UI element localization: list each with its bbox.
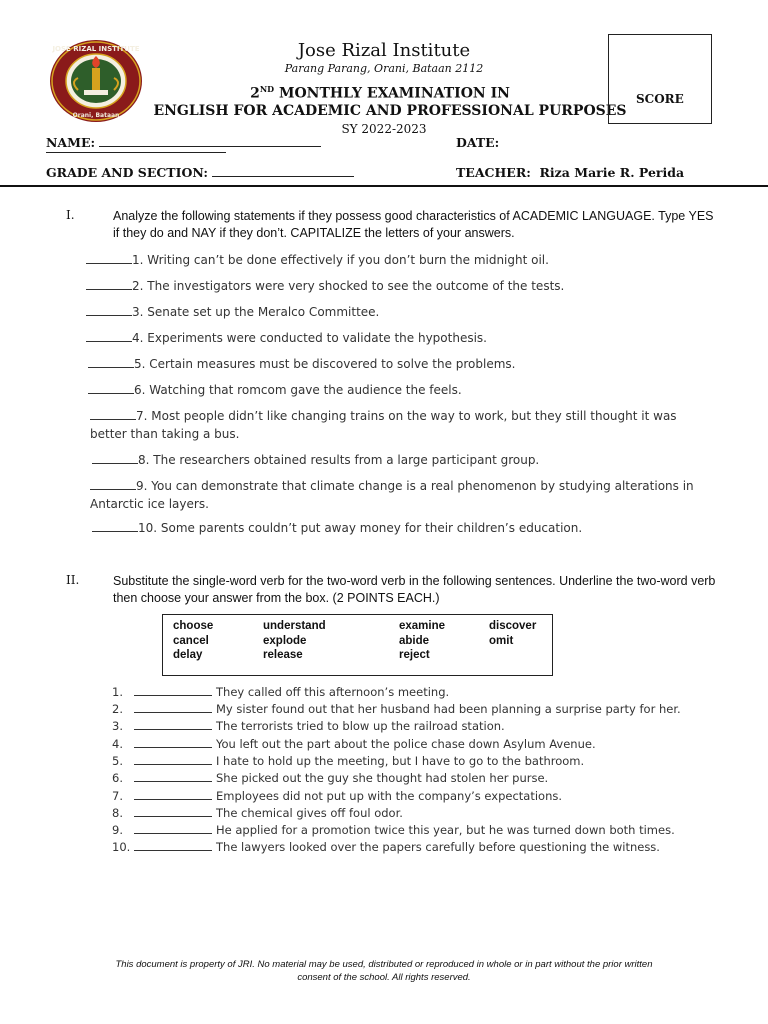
word-choice: cancel — [173, 635, 209, 647]
teacher-field — [456, 165, 684, 180]
part2-item-5 — [112, 754, 584, 768]
teacher-name: Riza Marie R. Perida — [539, 165, 685, 180]
part2-item-1 — [112, 685, 449, 699]
answer-blank[interactable] — [134, 738, 212, 748]
answer-blank[interactable] — [92, 521, 138, 532]
word-choice: release — [263, 649, 303, 661]
word-choice: discover — [489, 620, 537, 632]
copyright-footer — [40, 958, 728, 984]
part2-item-4 — [112, 737, 596, 751]
answer-blank[interactable] — [134, 686, 212, 696]
item-text: 3. Senate set up the Meralco Committee. — [132, 305, 380, 319]
item-text: I hate to hold up the meeting, but I have to go to the bathroom. — [216, 754, 585, 768]
answer-blank[interactable] — [134, 790, 212, 800]
school-address: Parang Parang, Orani, Bataan 2112 — [284, 62, 484, 75]
footer-line-2: consent of the school. All rights reserved. — [297, 972, 471, 983]
answer-blank[interactable] — [134, 720, 212, 730]
item-text: 9. You can demonstrate that climate change is a real phenomenon by studying alterations in Antarctic ice layers. — [90, 479, 694, 511]
footer-line-1: This document is property of JRI. No material may be used, distributed or reproduced in whole or in part without the prior written — [115, 959, 653, 970]
part2-item-7 — [112, 789, 562, 803]
teacher-label: TEACHER: — [456, 165, 531, 180]
part2-item-2 — [112, 702, 681, 716]
word-choice: understand — [263, 620, 326, 632]
item-number: 10. — [112, 840, 131, 854]
answer-blank[interactable] — [134, 755, 212, 765]
part2-item-3 — [112, 719, 505, 733]
item-number: 7. — [112, 789, 123, 803]
word-choice: choose — [173, 620, 214, 632]
part1-instruction: Analyze the following statements if they possess good characteristics of ACADEMIC LANGUAGE. Type YES if they do and NAY if they don’t. CAPITALIZE the letters of your answers. — [113, 209, 714, 240]
item-number: 3. — [112, 719, 123, 733]
item-text: 7. Most people didn’t like changing trains on the way to work, but they still thought it was better than taking a bus. — [90, 409, 677, 441]
part1-item-3 — [86, 303, 706, 321]
answer-blank[interactable] — [86, 279, 132, 290]
item-number: 1. — [112, 685, 123, 699]
item-number: 4. — [112, 737, 123, 751]
part1-numeral: I. — [66, 208, 75, 222]
header-divider — [0, 185, 768, 187]
item-text: 1. Writing can’t be done effectively if you don’t burn the midnight oil. — [132, 253, 549, 267]
score-label: SCORE — [636, 92, 684, 106]
item-text: They called off this afternoon’s meeting. — [216, 685, 450, 699]
part1-item-7 — [90, 407, 716, 443]
grade-section-blank[interactable] — [212, 165, 354, 177]
subject-title: ENGLISH FOR ACADEMIC AND PROFESSIONAL PURPOSES — [153, 103, 627, 119]
item-text: You left out the part about the police chase down Asylum Avenue. — [216, 737, 596, 751]
item-text: 10. Some parents couldn’t put away money for their children’s education. — [138, 521, 583, 535]
name-blank[interactable] — [99, 135, 321, 147]
part1-item-1 — [86, 251, 706, 269]
word-choice: omit — [489, 635, 514, 647]
item-text: 4. Experiments were conducted to validate the hypothesis. — [132, 331, 487, 345]
word-choice: examine — [399, 620, 446, 632]
grade-section-label: GRADE AND SECTION: — [46, 165, 208, 180]
answer-blank[interactable] — [134, 824, 212, 834]
answer-blank[interactable] — [134, 703, 212, 713]
answer-blank[interactable] — [134, 807, 212, 817]
word-choice: abide — [399, 635, 430, 647]
word-choice: delay — [173, 649, 203, 661]
school-name: Jose Rizal Institute — [297, 40, 471, 61]
answer-blank[interactable] — [88, 383, 134, 394]
name-label: NAME: — [46, 135, 96, 150]
name-blank-continuation — [46, 152, 226, 153]
answer-blank[interactable] — [86, 253, 132, 264]
part2-numeral: II. — [66, 573, 80, 587]
word-choice: reject — [399, 649, 430, 661]
answer-blank[interactable] — [134, 841, 212, 851]
part1-item-8 — [92, 451, 712, 469]
answer-blank[interactable] — [92, 453, 138, 464]
item-text: 5. Certain measures must be discovered to solve the problems. — [134, 357, 516, 371]
part2-instruction: Substitute the single-word verb for the two-word verb in the following sentences. Underline the two-word verb then choose your answer from the box. (2 POINTS EACH.) — [113, 574, 716, 605]
school-year: SY 2022-2023 — [341, 122, 427, 136]
item-text: 2. The investigators were very shocked to see the outcome of the tests. — [132, 279, 565, 293]
answer-blank[interactable] — [86, 305, 132, 316]
exam-ordinal-suffix: ND — [259, 84, 275, 94]
item-number: 8. — [112, 806, 123, 820]
part2-item-9 — [112, 823, 675, 837]
item-text: My sister found out that her husband had been planning a surprise party for her. — [216, 702, 681, 716]
exam-ordinal: 2 — [250, 85, 260, 102]
answer-blank[interactable] — [90, 479, 136, 490]
answer-blank[interactable] — [90, 409, 136, 420]
part2-item-8 — [112, 806, 403, 820]
exam-title — [230, 84, 530, 102]
grade-section-field — [46, 165, 354, 180]
part1-item-6 — [88, 381, 708, 399]
date-field — [456, 135, 499, 150]
answer-blank[interactable] — [86, 331, 132, 342]
word-choice: explode — [263, 635, 307, 647]
item-text: The terrorists tried to blow up the railroad station. — [216, 719, 505, 733]
part1-item-2 — [86, 277, 706, 295]
item-text: He applied for a promotion twice this year, but he was turned down both times. — [216, 823, 675, 837]
item-number: 6. — [112, 771, 123, 785]
part1-item-9 — [90, 477, 702, 513]
item-number: 2. — [112, 702, 123, 716]
answer-blank[interactable] — [134, 772, 212, 782]
part1-item-4 — [86, 329, 706, 347]
item-text: She picked out the guy she thought had stolen her purse. — [216, 771, 549, 785]
answer-blank[interactable] — [88, 357, 134, 368]
seal-bottom-text: Orani, Bataan — [72, 112, 120, 119]
item-text: Employees did not put up with the company’s expectations. — [216, 789, 563, 803]
part1-item-10 — [92, 519, 712, 537]
name-field — [46, 135, 321, 150]
item-number: 5. — [112, 754, 123, 768]
seal-top-text: JOSE RIZAL INSTITUTE — [52, 45, 140, 53]
date-label: DATE: — [456, 135, 500, 150]
part1-item-5 — [88, 355, 708, 373]
part2-item-10 — [112, 840, 660, 854]
exam-title-text: MONTHLY EXAMINATION IN — [278, 85, 510, 102]
item-number: 9. — [112, 823, 123, 837]
item-text: 6. Watching that romcom gave the audience the feels. — [134, 383, 462, 397]
item-text: 8. The researchers obtained results from a large participant group. — [138, 453, 540, 467]
part2-item-6 — [112, 771, 548, 785]
score-box — [608, 34, 712, 124]
item-text: The lawyers looked over the papers carefully before questioning the witness. — [216, 840, 660, 854]
item-text: The chemical gives off foul odor. — [216, 806, 403, 820]
